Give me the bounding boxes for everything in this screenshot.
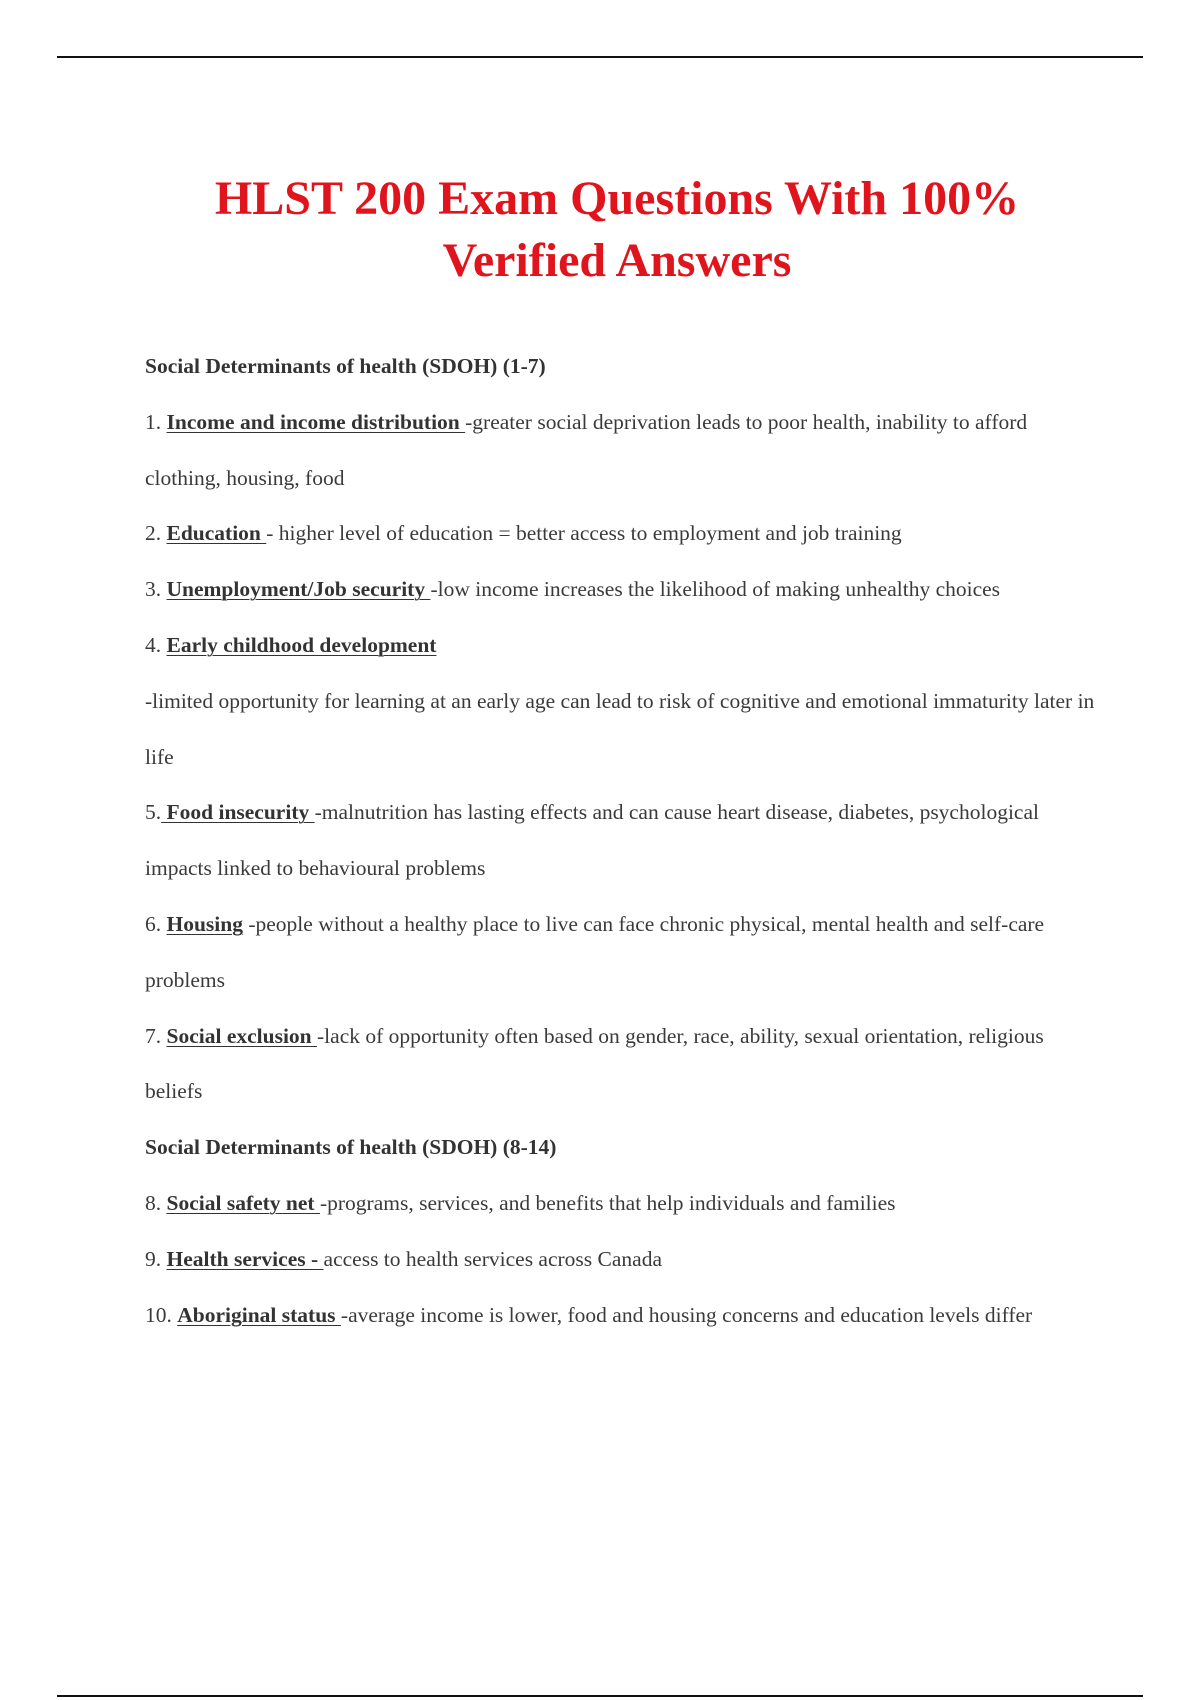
item-term: Social exclusion (166, 1023, 318, 1048)
list-item (145, 1232, 1105, 1288)
item-term: Food insecurity (161, 800, 315, 825)
list-item (145, 395, 1105, 507)
document-title (0, 168, 1200, 292)
list-item (145, 562, 1105, 618)
item-number: 6. (145, 911, 167, 936)
document-body (145, 339, 1105, 1343)
bottom-rule (57, 1695, 1143, 1697)
item-description: -programs, services, and benefits that help individuals and families (319, 1190, 896, 1215)
item-number: 5. (145, 800, 162, 825)
item-number: 3. (145, 577, 167, 602)
top-rule (57, 56, 1143, 58)
list-item (145, 785, 1105, 897)
list-item (145, 1176, 1105, 1232)
item-number: 2. (145, 521, 167, 546)
title-line-1: HLST 200 Exam Questions With 100% (214, 172, 1020, 225)
section-heading: Social Determinants of health (SDOH) (1-7) (145, 354, 546, 378)
item-description: - higher level of education = better access to employment and job training (266, 521, 902, 546)
item-description: -average income is lower, food and housing concerns and education levels differ (340, 1302, 1033, 1327)
item-term: Housing (166, 911, 243, 936)
item-description: -people without a healthy place to live can face chronic physical, mental health and self-care problems (145, 911, 1045, 992)
item-number: 7. (145, 1023, 167, 1048)
item-number: 4. (145, 632, 167, 657)
list-item (145, 1009, 1105, 1121)
item-term: Aboriginal status (177, 1302, 341, 1327)
item-term: Education (166, 521, 267, 546)
item-number: 9. (145, 1246, 167, 1271)
item-term: Social safety net (166, 1190, 320, 1215)
list-item (145, 618, 1105, 674)
item-number: 1. (145, 409, 167, 434)
item-description: -limited opportunity for learning at an early age can lead to risk of cognitive and emotional immaturity later in life (145, 688, 1095, 769)
list-item (145, 1288, 1105, 1344)
list-item (145, 897, 1105, 1009)
item-term: Health services - (166, 1246, 324, 1271)
item-number: 8. (145, 1190, 167, 1215)
title-line-2: Verified Answers (442, 234, 792, 287)
item-description: -malnutrition has lasting effects and can cause heart disease, diabetes, psychological impacts linked to behavioural problems (145, 800, 1039, 881)
item-description: -lack of opportunity often based on gender, race, ability, sexual orientation, religious beliefs (145, 1023, 1044, 1104)
item-description: -low income increases the likelihood of making unhealthy choices (430, 577, 1001, 602)
item-term: Income and income distribution (166, 409, 466, 434)
section-heading: Social Determinants of health (SDOH) (8-14) (145, 1135, 557, 1160)
item-term: Unemployment/Job security (166, 577, 431, 602)
item-description: -greater social deprivation leads to poor health, inability to afford clothing, housing, food (145, 409, 1028, 490)
list-item (145, 506, 1105, 562)
item-number: 10. (145, 1302, 178, 1327)
item-description: access to health services across Canada (323, 1246, 663, 1271)
item-term: Early childhood development (166, 632, 437, 657)
